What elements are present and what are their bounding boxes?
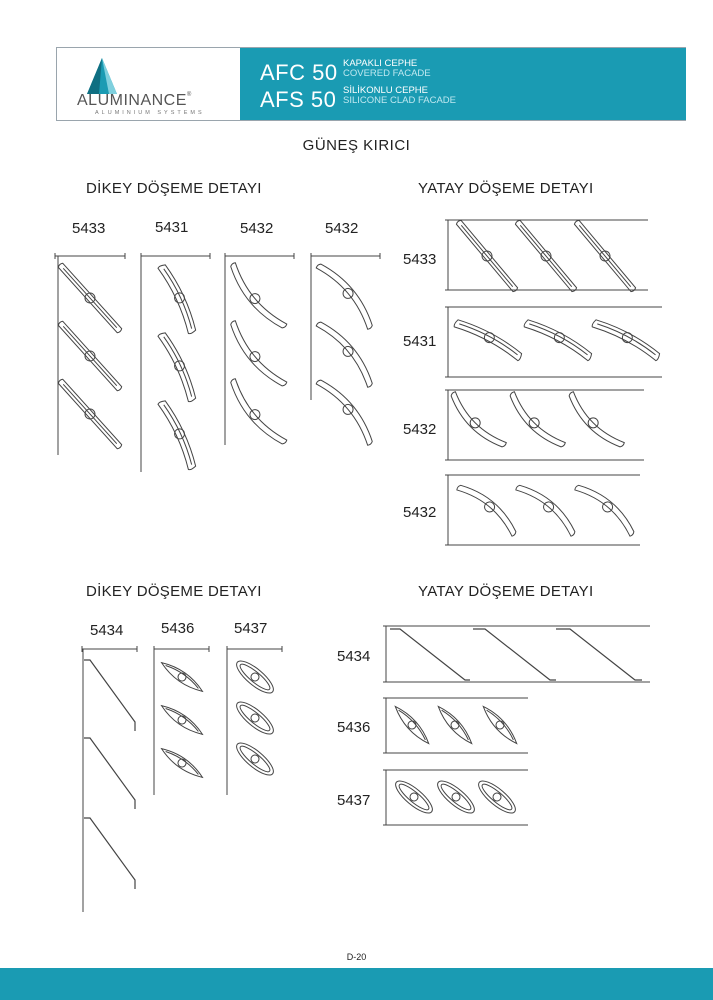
row-5432a-leaves — [445, 391, 625, 453]
bottom-vertical-dimensions — [82, 646, 282, 912]
system-code-2: AFS 50 — [260, 87, 337, 112]
col-5434-louvers — [84, 660, 135, 889]
profile-label-bh-2: 5436 — [337, 719, 371, 736]
profile-label-th-3: 5432 — [403, 421, 437, 438]
profile-label-tv-3: 5432 — [240, 220, 274, 237]
system-desc-2-en: SILICONE CLAD FACADE — [343, 95, 456, 106]
brand-name: ALUMINANCE — [77, 92, 187, 109]
footer-band — [0, 968, 713, 1000]
col-5436-leaves — [159, 659, 206, 782]
brand-tagline: ALUMINIUM SYSTEMS — [95, 110, 205, 116]
col-5431-leaves — [158, 262, 200, 470]
profile-label-tv-1: 5433 — [72, 220, 106, 237]
profile-label-th-1: 5433 — [403, 251, 437, 268]
row-5437-leaves — [391, 776, 520, 818]
col-5432b-leaves — [316, 258, 379, 446]
profile-label-th-2: 5431 — [403, 333, 437, 350]
profile-label-tv-4: 5432 — [325, 220, 359, 237]
row-5432b-leaves — [456, 479, 640, 537]
bottom-horizontal-frames — [383, 626, 650, 825]
col-5432a-leaves — [224, 262, 287, 450]
profile-label-bh-1: 5434 — [337, 648, 371, 665]
system-desc-1-tr: KAPAKLI CEPHE — [343, 58, 418, 69]
system-code-1: AFC 50 — [260, 60, 338, 85]
brand-registered-mark: ® — [186, 92, 192, 98]
top-vertical-dimensions — [55, 253, 380, 472]
section-title-bottom-vertical: DİKEY DÖŞEME DETAYI — [86, 583, 262, 600]
profile-label-th-4: 5432 — [403, 504, 437, 521]
row-5436-leaves — [392, 703, 521, 747]
row-5433-leaves — [454, 218, 638, 293]
profile-label-tv-2: 5431 — [155, 219, 189, 236]
section-title-top-horizontal: YATAY DÖŞEME DETAYI — [418, 180, 594, 197]
system-desc-2-tr: SİLİKONLU CEPHE — [343, 85, 428, 96]
row-5431-leaves — [453, 316, 662, 361]
section-title-top-vertical: DİKEY DÖŞEME DETAYI — [86, 180, 262, 197]
page-title: GÜNEŞ KIRICI — [302, 137, 411, 154]
col-5437-leaves — [232, 656, 278, 780]
system-desc-1-en: COVERED FACADE — [343, 68, 431, 79]
row-5434-louvers — [390, 629, 642, 680]
col-5433-leaves — [56, 261, 124, 451]
profile-label-bv-3: 5437 — [234, 620, 268, 637]
profile-label-bv-2: 5436 — [161, 620, 195, 637]
top-horizontal-frames — [445, 220, 662, 545]
page-number: D-20 — [346, 952, 367, 962]
profile-label-bv-1: 5434 — [90, 622, 124, 639]
section-title-bottom-horizontal: YATAY DÖŞEME DETAYI — [418, 583, 594, 600]
profile-label-bh-3: 5437 — [337, 792, 371, 809]
